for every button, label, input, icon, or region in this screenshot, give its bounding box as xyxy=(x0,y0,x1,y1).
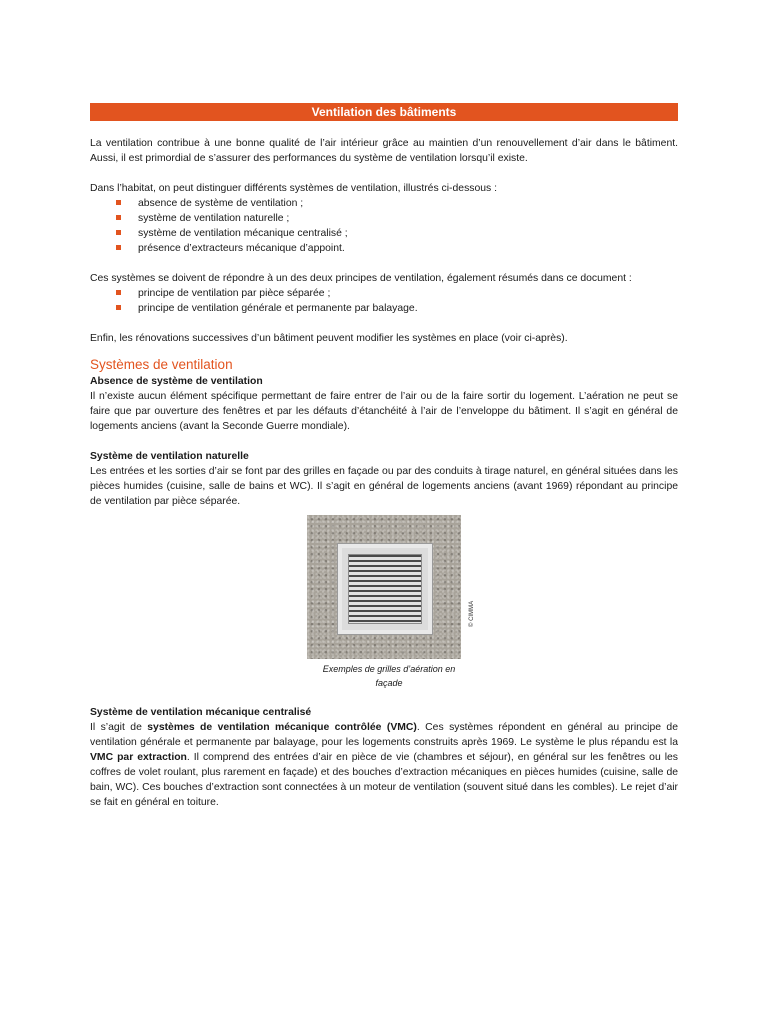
naturelle-heading: Système de ventilation naturelle xyxy=(90,451,249,462)
naturelle-paragraph: Les entrées et les sorties d’air se font par des grilles en façade ou par des conduits à tirage naturel, en général situées dans les pièces humides (cuisine, salle de bains et WC). Il s’agit en général de logements anciens (avant 1969) répondant au principe de ventilation par pièce séparée. xyxy=(90,466,678,507)
renovation-paragraph: Enfin, les rénovations successives d’un bâtiment peuvent modifier les systèmes en place (voir ci-après). xyxy=(90,333,568,344)
mecanique-bold-1: systèmes de ventilation mécanique contrôlée (VMC) xyxy=(147,722,417,733)
list-item: système de ventilation mécanique centralisé ; xyxy=(138,226,678,241)
mecanique-text-1: Il s’agit de xyxy=(90,722,148,733)
list-item: système de ventilation naturelle ; xyxy=(138,211,678,226)
systems-intro-paragraph: Dans l’habitat, on peut distinguer différents systèmes de ventilation, illustrés ci-dessous : xyxy=(90,183,497,194)
mecanique-bold-2: VMC par extraction xyxy=(90,752,187,763)
photo-credit: © CIMMA xyxy=(469,600,475,627)
section-title: Systèmes de ventilation xyxy=(90,357,233,372)
absence-heading: Absence de système de ventilation xyxy=(90,376,263,387)
mecanique-paragraph xyxy=(90,720,678,810)
absence-paragraph: Il n’existe aucun élément spécifique permettant de faire entrer de l’air ou de la faire sortir du logement. L’aération ne peut se faire que par ouverture des fenêtres et par les défauts d’étanchéité à l’air de l’enveloppe du bâtiment. Il s’agit en général de logements anciens (avant la Seconde Guerre mondiale). xyxy=(90,391,678,432)
list-item: absence de système de ventilation ; xyxy=(138,196,678,211)
grille-slats xyxy=(348,554,422,624)
grille-icon xyxy=(337,543,433,635)
mecanique-text-2: . Ces systèmes répondent en général au principe de ventilation générale et permanente par balayage, pour les logements construits après 1969. Le système le plus répandu est la xyxy=(90,722,678,748)
ventilation-grille-photo xyxy=(307,515,475,659)
list-item: présence d’extracteurs mécanique d’appoint. xyxy=(138,241,678,256)
list-item: principe de ventilation générale et permanente par balayage. xyxy=(138,301,678,316)
principles-intro-paragraph: Ces systèmes se doivent de répondre à un des deux principes de ventilation, également résumés dans ce document : xyxy=(90,273,632,284)
intro-paragraph: La ventilation contribue à une bonne qualité de l’air intérieur grâce au maintien d’un renouvellement d’air dans le bâtiment. Aussi, il est primordial de s’assurer des performances du système de ventilation lorsqu’il existe. xyxy=(90,138,678,164)
systems-list xyxy=(90,196,678,256)
figure-caption: Exemples de grilles d’aération en façade xyxy=(322,664,456,688)
principles-list xyxy=(90,286,678,316)
mecanique-heading: Système de ventilation mécanique centralisé xyxy=(90,707,312,718)
page-title-banner: Ventilation des bâtiments xyxy=(90,103,678,121)
document-body xyxy=(90,136,678,810)
list-item: principe de ventilation par pièce séparée ; xyxy=(138,286,678,301)
mecanique-text-3: . Il comprend des entrées d’air en pièce de vie (chambres et séjour), en général sur les fenêtres ou les coffres de volet roulant, plus rarement en façade) et des bouches d’extraction mécaniques en pièces humides (cuisine, salle de bain, WC). Ces bouches d’extraction sont connectées à un moteur de ventilation (souvent situé dans les combles). Le rejet d’air se fait en général en toiture. xyxy=(90,752,678,808)
figure xyxy=(90,515,678,690)
